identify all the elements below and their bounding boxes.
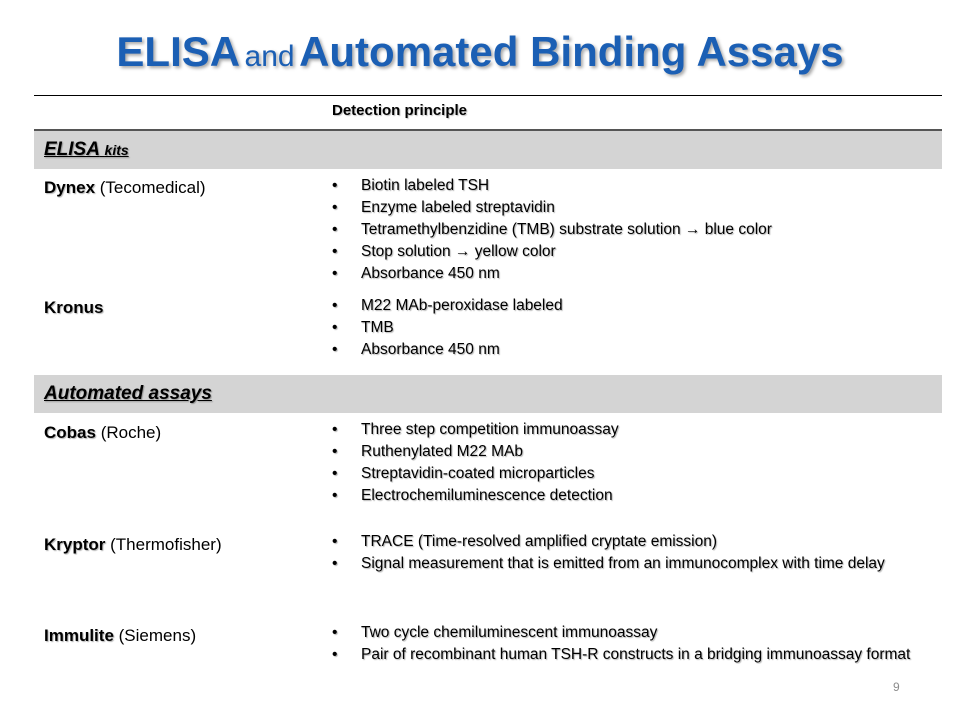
product-name: Kryptor bbox=[44, 535, 106, 554]
list-item: • M22 MAb-peroxidase labeled bbox=[332, 295, 912, 317]
product-name: Dynex bbox=[44, 178, 96, 197]
product-maker: (Thermofisher) bbox=[110, 535, 222, 554]
section-label-elisa bbox=[44, 139, 129, 161]
product-kryptor bbox=[44, 535, 222, 555]
bullet-list-kryptor bbox=[332, 531, 912, 575]
product-maker: (Siemens) bbox=[118, 626, 197, 645]
title-part-1: ELISA bbox=[116, 28, 241, 75]
product-name: Immulite bbox=[44, 626, 114, 645]
title-part-3: Automated Binding Assays bbox=[299, 28, 844, 75]
product-name: Cobas bbox=[44, 423, 96, 442]
list-item: • TMB bbox=[332, 317, 912, 339]
list-item: • Absorbance 450 nm bbox=[332, 263, 912, 285]
list-item: • TRACE (Time-resolved amplified cryptate emission) bbox=[332, 531, 912, 553]
product-maker: (Tecomedical) bbox=[99, 178, 206, 197]
bullet-list-dynex bbox=[332, 175, 912, 285]
product-name: Kronus bbox=[44, 298, 104, 317]
bullet-list-kronus bbox=[332, 295, 912, 361]
title-part-2: and bbox=[244, 40, 295, 73]
product-immulite bbox=[44, 626, 196, 646]
bullet-list-immulite bbox=[332, 622, 912, 666]
slide-title bbox=[0, 28, 960, 76]
section-label-main: ELISA bbox=[44, 139, 100, 160]
list-item: • Signal measurement that is emitted from an immunocomplex with time delay bbox=[332, 553, 912, 575]
section-band-automated bbox=[34, 375, 942, 413]
list-item: • Tetramethylbenzidine (TMB) substrate solution → blue color bbox=[332, 219, 912, 241]
column-header: Detection principle bbox=[332, 102, 468, 119]
product-dynex bbox=[44, 178, 206, 198]
list-item: • Electrochemiluminescence detection bbox=[332, 485, 912, 507]
section-label-main: Automated assays bbox=[44, 383, 212, 404]
list-item: • Absorbance 450 nm bbox=[332, 339, 912, 361]
bullet-list-cobas bbox=[332, 419, 912, 507]
section-label-automated bbox=[44, 383, 212, 405]
list-item: • Three step competition immunoassay bbox=[332, 419, 912, 441]
product-cobas bbox=[44, 423, 161, 443]
list-item: • Ruthenylated M22 MAb bbox=[332, 441, 912, 463]
product-kronus bbox=[44, 298, 104, 318]
list-item: • Biotin labeled TSH bbox=[332, 175, 912, 197]
section-band-elisa bbox=[34, 131, 942, 169]
section-label-sub: kits bbox=[104, 142, 129, 158]
list-item: • Streptavidin-coated microparticles bbox=[332, 463, 912, 485]
list-item: • Pair of recombinant human TSH-R constructs in a bridging immunoassay format bbox=[332, 644, 912, 666]
list-item: • Enzyme labeled streptavidin bbox=[332, 197, 912, 219]
page-number: 9 bbox=[893, 680, 900, 694]
list-item: • Stop solution → yellow color bbox=[332, 241, 912, 263]
list-item: • Two cycle chemiluminescent immunoassay bbox=[332, 622, 912, 644]
product-maker: (Roche) bbox=[100, 423, 162, 442]
top-rule bbox=[34, 95, 942, 96]
